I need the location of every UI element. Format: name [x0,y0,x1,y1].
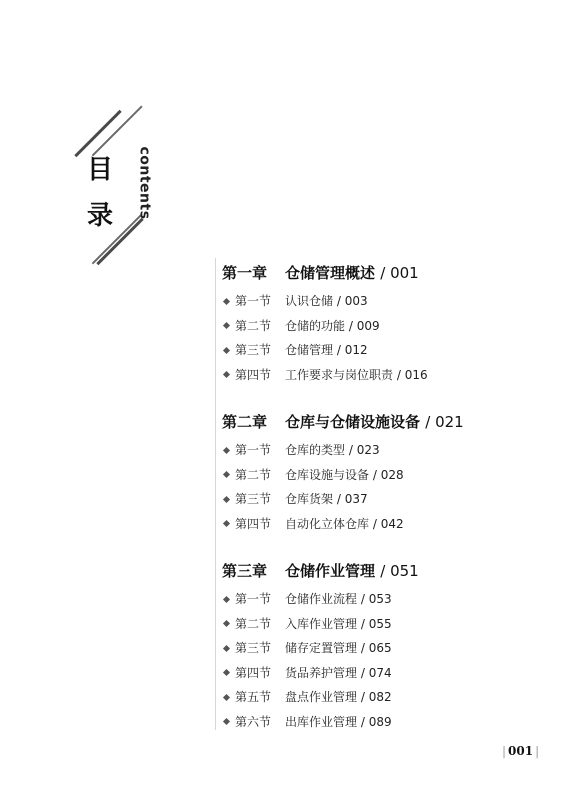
section-label: 第三节 [235,492,272,506]
section-item[interactable] [222,438,552,463]
section-label: 第三节 [235,343,272,357]
section-label: 第一节 [235,294,272,308]
chapter-page: / 001 [380,264,419,282]
section-label: 第二节 [235,616,272,631]
section-title: 工作要求与岗位职责 [285,367,394,382]
page-number-value: 001 [508,744,534,758]
section-item[interactable] [222,612,552,637]
section-label: 第二节 [235,467,272,482]
chapter-group [222,262,552,387]
section-item[interactable] [222,463,552,488]
chapter-group [222,560,552,734]
table-of-contents [222,262,552,758]
diamond-bullet-icon [223,297,230,304]
diamond-bullet-icon [223,595,230,602]
section-label: 第三节 [235,641,272,655]
page-number-left-bar: | [502,744,507,758]
section-page: / 082 [360,690,392,704]
section-item[interactable] [222,314,552,339]
section-page: / 042 [372,516,404,531]
section-page: / 028 [372,467,404,482]
page-number-right-bar: | [535,744,540,758]
diamond-bullet-icon [223,446,230,453]
divider-line [215,258,216,730]
section-page: / 053 [360,592,392,606]
chapter-label: 第二章 [222,413,268,431]
section-page: / 012 [336,343,368,357]
section-label: 第六节 [235,714,272,729]
section-item[interactable] [222,587,552,612]
section-page: / 065 [360,641,392,655]
section-title: 仓储的功能 [285,318,346,333]
section-title: 自动化立体仓库 [285,516,370,531]
section-label: 第一节 [235,443,272,457]
chapter-label: 第一章 [222,264,268,282]
section-item[interactable] [222,636,552,661]
section-page: / 037 [336,492,368,506]
section-item[interactable] [222,512,552,537]
section-page: / 089 [360,714,392,729]
section-label: 第一节 [235,592,272,606]
section-item[interactable] [222,710,552,735]
section-item[interactable] [222,661,552,686]
section-label: 第四节 [235,665,272,680]
section-page: / 016 [396,367,428,382]
chapter-heading[interactable] [222,560,552,582]
section-title: 仓储管理 [285,343,334,357]
diamond-bullet-icon [223,495,230,502]
chapter-label: 第三章 [222,562,268,580]
toc-title-char-1: 目 [87,155,114,185]
section-item[interactable] [222,685,552,710]
section-title: 仓库的类型 [285,443,346,457]
section-label: 第四节 [235,516,272,531]
diamond-bullet-icon [223,322,230,329]
section-title: 认识仓储 [285,294,334,308]
section-page: / 009 [348,318,380,333]
chapter-title: 仓库与仓储设施设备 [285,413,421,431]
chapter-heading[interactable] [222,262,552,284]
section-title: 盘点作业管理 [285,690,358,704]
section-page: / 074 [360,665,392,680]
chapter-group [222,411,552,536]
section-title: 仓库设施与设备 [285,467,370,482]
section-page: / 003 [336,294,368,308]
contents-word: contents [136,146,153,220]
section-title: 仓储作业流程 [285,592,358,606]
section-label: 第二节 [235,318,272,333]
chapter-title: 仓储作业管理 [285,562,376,580]
section-label: 第五节 [235,690,272,704]
section-page: / 055 [360,616,392,631]
chapter-page: / 021 [425,413,464,431]
toc-title-char-2: 录 [87,201,114,231]
section-page: / 023 [348,443,380,457]
diamond-bullet-icon [223,718,230,725]
diamond-bullet-icon [223,371,230,378]
diamond-bullet-icon [223,644,230,651]
section-title: 入库作业管理 [285,616,358,631]
diamond-bullet-icon [223,669,230,676]
section-item[interactable] [222,338,552,363]
diamond-bullet-icon [223,693,230,700]
section-title: 仓库货架 [285,492,334,506]
chapter-title: 仓储管理概述 [285,264,376,282]
diamond-bullet-icon [223,471,230,478]
chapter-page: / 051 [380,562,419,580]
section-item[interactable] [222,487,552,512]
section-item[interactable] [222,289,552,314]
chapter-heading[interactable] [222,411,552,433]
diamond-bullet-icon [223,346,230,353]
page-number [500,744,541,758]
diamond-bullet-icon [223,520,230,527]
section-title: 储存定置管理 [285,641,358,655]
diamond-bullet-icon [223,620,230,627]
section-title: 出库作业管理 [285,714,358,729]
section-label: 第四节 [235,367,272,382]
section-title: 货品养护管理 [285,665,358,680]
section-item[interactable] [222,363,552,388]
